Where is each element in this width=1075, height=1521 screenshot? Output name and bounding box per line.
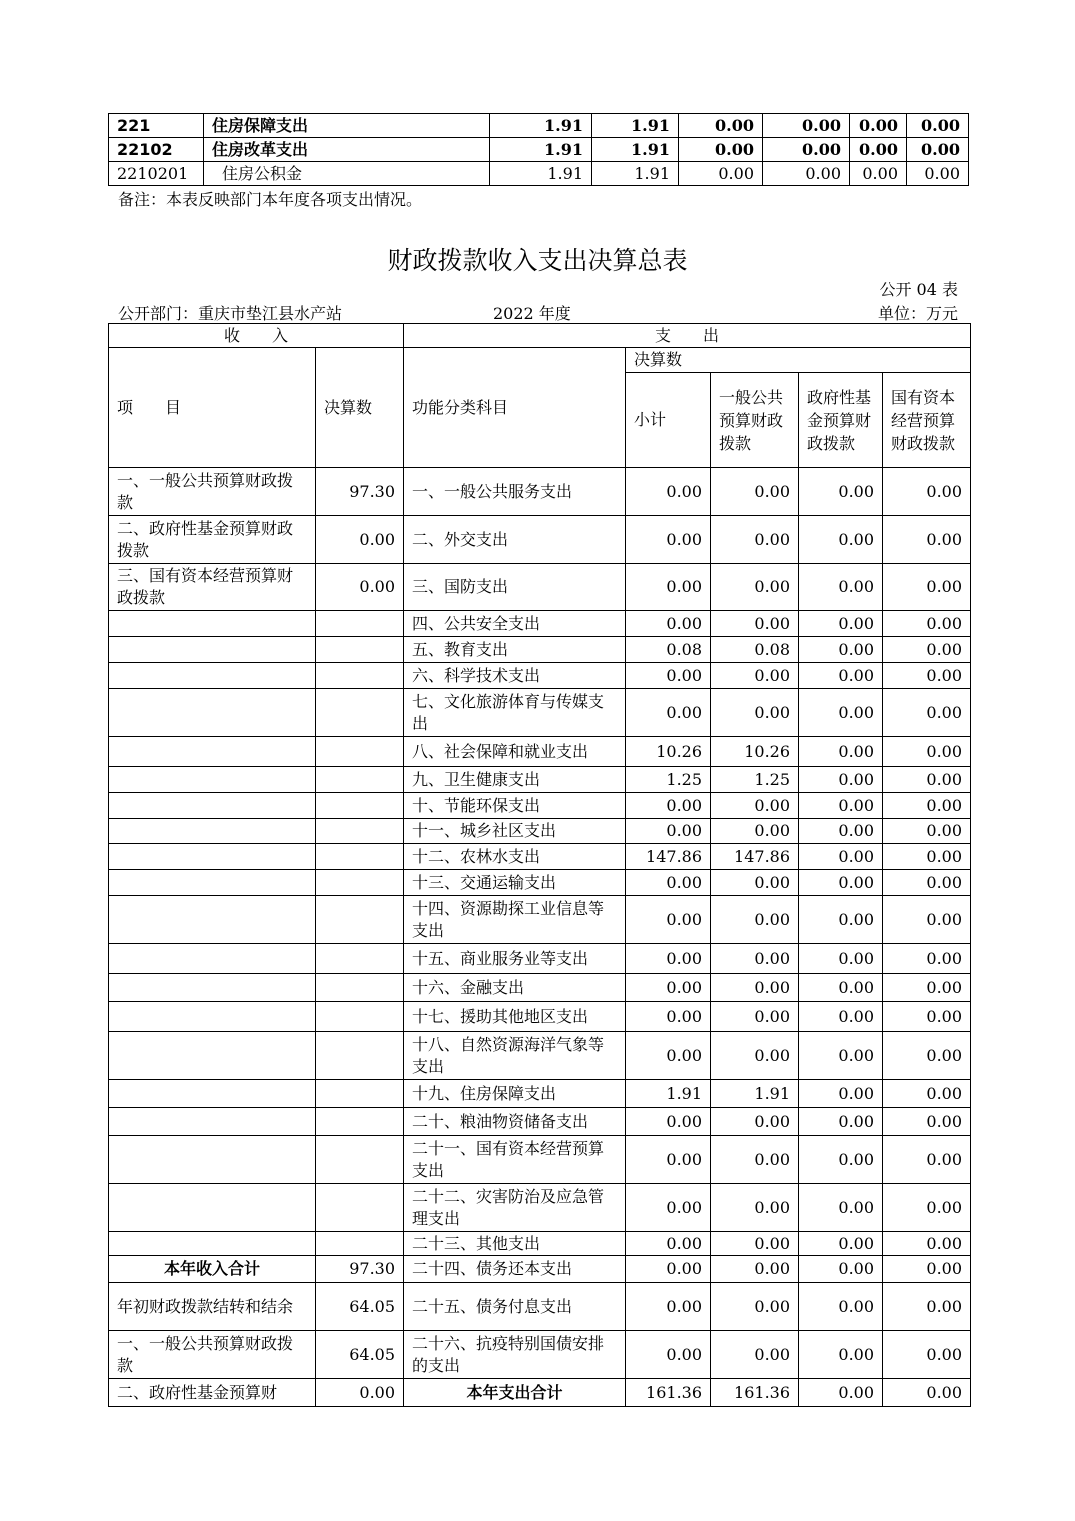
amount-cell: 1.91 xyxy=(592,114,679,138)
expense-amount: 0.00 xyxy=(626,1002,711,1032)
expense-amount: 0.00 xyxy=(883,793,971,819)
expense-amount: 0.00 xyxy=(883,870,971,896)
expense-amount: 0.00 xyxy=(711,793,799,819)
expense-amount: 0.00 xyxy=(626,564,711,611)
table-row xyxy=(109,611,971,637)
income-item xyxy=(109,1136,316,1184)
expense-amount: 0.00 xyxy=(711,1184,799,1232)
table-note: 备注：本表反映部门本年度各项支出情况。 xyxy=(118,190,423,209)
income-amount xyxy=(316,896,404,944)
amount-cell: 0.00 xyxy=(907,114,969,138)
expense-amount: 0.00 xyxy=(799,689,883,737)
expense-amount: 0.00 xyxy=(883,637,971,663)
func-subject-header: 功能分类科目 xyxy=(404,348,626,468)
expense-amount: 0.00 xyxy=(626,1331,711,1379)
expense-amount: 0.00 xyxy=(883,974,971,1002)
expense-amount: 0.00 xyxy=(799,468,883,516)
expense-amount: 0.00 xyxy=(711,870,799,896)
expense-amount: 0.00 xyxy=(626,1108,711,1136)
expense-amount: 0.00 xyxy=(626,974,711,1002)
income-amount xyxy=(316,663,404,689)
income-amount: 0.00 xyxy=(316,564,404,611)
expense-amount: 0.00 xyxy=(626,611,711,637)
expense-amount: 0.00 xyxy=(799,1283,883,1331)
expense-subject: 九、卫生健康支出 xyxy=(404,767,626,793)
table-row xyxy=(109,896,971,944)
expense-subject: 二十六、抗疫特别国债安排的支出 xyxy=(404,1331,626,1379)
expense-amount: 0.00 xyxy=(883,663,971,689)
income-item xyxy=(109,819,316,844)
expense-amount: 0.00 xyxy=(883,468,971,516)
expense-amount: 0.00 xyxy=(883,516,971,564)
expense-amount: 0.00 xyxy=(883,1184,971,1232)
table-row xyxy=(109,1184,971,1232)
expense-subject: 五、教育支出 xyxy=(404,637,626,663)
expense-amount: 0.00 xyxy=(799,1379,883,1407)
expense-amount: 0.00 xyxy=(711,944,799,974)
income-item: 三、国有资本经营预算财政拨款 xyxy=(109,564,316,611)
expense-amount: 0.00 xyxy=(711,468,799,516)
expense-amount: 0.00 xyxy=(711,1136,799,1184)
expense-amount: 0.00 xyxy=(799,1002,883,1032)
expense-amount: 0.00 xyxy=(883,1331,971,1379)
table-row xyxy=(109,844,971,870)
table-row xyxy=(109,1080,971,1108)
expense-subject: 六、科学技术支出 xyxy=(404,663,626,689)
expense-amount: 10.26 xyxy=(626,737,711,767)
expense-amount: 0.00 xyxy=(799,637,883,663)
table-row xyxy=(109,162,969,186)
expense-amount: 1.25 xyxy=(711,767,799,793)
expense-amount: 0.00 xyxy=(711,1232,799,1256)
income-amount: 0.00 xyxy=(316,516,404,564)
income-item xyxy=(109,844,316,870)
general-budget-header: 一般公共预算财政拨款 xyxy=(711,373,799,468)
expense-subject: 十一、城乡社区支出 xyxy=(404,819,626,844)
expense-amount: 0.00 xyxy=(799,1331,883,1379)
amount-cell: 0.00 xyxy=(763,138,850,162)
expense-amount: 0.00 xyxy=(711,516,799,564)
income-item xyxy=(109,1032,316,1080)
expense-amount: 0.00 xyxy=(799,767,883,793)
expense-amount: 0.00 xyxy=(883,1136,971,1184)
item-header: 项 目 xyxy=(109,348,316,468)
table-row xyxy=(109,1136,971,1184)
income-item xyxy=(109,1002,316,1032)
expense-subject: 三、国防支出 xyxy=(404,564,626,611)
expense-amount: 0.00 xyxy=(626,1283,711,1331)
expense-amount: 0.00 xyxy=(883,1080,971,1108)
income-amount xyxy=(316,611,404,637)
expense-amount: 10.26 xyxy=(711,737,799,767)
amount-cell: 1.91 xyxy=(592,138,679,162)
expense-amount: 1.91 xyxy=(711,1080,799,1108)
expense-amount: 1.25 xyxy=(626,767,711,793)
expense-header: 支 出 xyxy=(404,324,971,348)
income-item: 一、一般公共预算财政拨款 xyxy=(109,468,316,516)
expense-subject: 十八、自然资源海洋气象等支出 xyxy=(404,1032,626,1080)
amount-cell: 0.00 xyxy=(850,138,907,162)
expense-amount: 0.00 xyxy=(711,1108,799,1136)
table-row xyxy=(109,1108,971,1136)
expense-subject: 十五、商业服务业等支出 xyxy=(404,944,626,974)
income-amount xyxy=(316,1108,404,1136)
amount-cell: 0.00 xyxy=(850,162,907,186)
income-item: 本年收入合计 xyxy=(109,1256,316,1283)
expense-amount: 0.00 xyxy=(626,468,711,516)
table-row xyxy=(109,819,971,844)
expense-amount: 147.86 xyxy=(711,844,799,870)
expense-amount: 0.08 xyxy=(626,637,711,663)
expense-amount: 0.00 xyxy=(799,1080,883,1108)
expense-amount: 0.00 xyxy=(799,944,883,974)
expense-amount: 0.00 xyxy=(883,611,971,637)
income-amount: 64.05 xyxy=(316,1331,404,1379)
expense-amount: 0.00 xyxy=(883,737,971,767)
final-amount-header: 决算数 xyxy=(626,348,971,373)
table-row xyxy=(109,1283,971,1331)
expense-amount: 0.00 xyxy=(883,1256,971,1283)
amount-cell: 0.00 xyxy=(907,138,969,162)
amount-cell: 1.91 xyxy=(490,114,592,138)
income-amount xyxy=(316,1080,404,1108)
income-amount xyxy=(316,944,404,974)
expense-subject: 二十五、债务付息支出 xyxy=(404,1283,626,1331)
subject-code: 221 xyxy=(109,114,204,138)
expense-amount: 0.00 xyxy=(799,516,883,564)
income-item xyxy=(109,944,316,974)
expense-amount: 0.00 xyxy=(626,663,711,689)
income-amount xyxy=(316,844,404,870)
income-item xyxy=(109,1184,316,1232)
expense-amount: 0.00 xyxy=(799,819,883,844)
income-amount xyxy=(316,1136,404,1184)
expense-subject: 二十四、债务还本支出 xyxy=(404,1256,626,1283)
expense-amount: 147.86 xyxy=(626,844,711,870)
expense-amount: 0.00 xyxy=(711,896,799,944)
expense-amount: 0.00 xyxy=(883,1379,971,1407)
income-item xyxy=(109,896,316,944)
income-item: 二、政府性基金预算财政拨款 xyxy=(109,516,316,564)
table-row xyxy=(109,1232,971,1256)
gov-fund-header: 政府性基金预算财政拨款 xyxy=(799,373,883,468)
income-item xyxy=(109,611,316,637)
expense-amount: 0.00 xyxy=(799,1108,883,1136)
fiscal-summary-table xyxy=(108,323,971,1407)
amount-cell: 0.00 xyxy=(763,114,850,138)
subject-name: 住房保障支出 xyxy=(204,114,490,138)
state-capital-header: 国有资本经营预算财政拨款 xyxy=(883,373,971,468)
table-row xyxy=(109,1256,971,1283)
expense-amount: 0.00 xyxy=(883,819,971,844)
table-row xyxy=(109,974,971,1002)
expense-amount: 0.00 xyxy=(711,1283,799,1331)
expense-subject: 四、公共安全支出 xyxy=(404,611,626,637)
amount-cell: 0.00 xyxy=(907,162,969,186)
expense-subject: 十、节能环保支出 xyxy=(404,793,626,819)
income-amount xyxy=(316,1232,404,1256)
table-row xyxy=(109,1032,971,1080)
expense-amount: 0.00 xyxy=(626,516,711,564)
subject-code: 22102 xyxy=(109,138,204,162)
expense-amount: 0.00 xyxy=(626,1136,711,1184)
expense-subject: 十三、交通运输支出 xyxy=(404,870,626,896)
expense-amount: 0.00 xyxy=(883,689,971,737)
expense-amount: 0.00 xyxy=(799,1232,883,1256)
expense-subject: 十二、农林水支出 xyxy=(404,844,626,870)
form-number: 公开 04 表 xyxy=(879,280,958,299)
expense-subject: 二十二、灾害防治及应急管理支出 xyxy=(404,1184,626,1232)
income-item xyxy=(109,637,316,663)
income-header: 收 入 xyxy=(109,324,404,348)
expense-amount: 0.00 xyxy=(883,767,971,793)
income-item xyxy=(109,870,316,896)
amount-cell: 0.00 xyxy=(850,114,907,138)
amount-cell: 0.00 xyxy=(679,138,763,162)
expense-amount: 0.00 xyxy=(711,689,799,737)
expense-amount: 0.00 xyxy=(626,1184,711,1232)
income-amount xyxy=(316,819,404,844)
income-amount: 97.30 xyxy=(316,1256,404,1283)
table-row xyxy=(109,1002,971,1032)
income-amount xyxy=(316,689,404,737)
expense-amount: 0.00 xyxy=(711,1002,799,1032)
income-item xyxy=(109,1232,316,1256)
income-amount xyxy=(316,1184,404,1232)
expense-amount: 0.00 xyxy=(883,896,971,944)
table-row xyxy=(109,689,971,737)
income-item xyxy=(109,663,316,689)
expense-amount: 0.00 xyxy=(799,1184,883,1232)
expense-amount: 0.00 xyxy=(883,1283,971,1331)
expense-amount: 0.00 xyxy=(799,896,883,944)
table-row xyxy=(109,468,971,516)
amount-cell: 0.00 xyxy=(763,162,850,186)
expense-subject: 十七、援助其他地区支出 xyxy=(404,1002,626,1032)
expense-amount: 1.91 xyxy=(626,1080,711,1108)
fiscal-year: 2022 年度 xyxy=(493,304,571,323)
unit-label: 单位：万元 xyxy=(877,304,958,323)
income-amount xyxy=(316,637,404,663)
table-row xyxy=(109,663,971,689)
income-item xyxy=(109,793,316,819)
income-amount xyxy=(316,767,404,793)
expense-amount: 0.00 xyxy=(883,564,971,611)
table-row xyxy=(109,1331,971,1379)
expense-amount: 0.00 xyxy=(799,1136,883,1184)
table-row xyxy=(109,114,969,138)
expense-amount: 161.36 xyxy=(711,1379,799,1407)
income-item xyxy=(109,767,316,793)
table-row xyxy=(109,637,971,663)
expense-amount: 0.08 xyxy=(711,637,799,663)
income-amount: 97.30 xyxy=(316,468,404,516)
income-amount: 64.05 xyxy=(316,1283,404,1331)
income-item xyxy=(109,1108,316,1136)
expense-amount: 0.00 xyxy=(883,1108,971,1136)
expense-amount: 0.00 xyxy=(711,1032,799,1080)
expense-subject: 本年支出合计 xyxy=(404,1379,626,1407)
expense-amount: 0.00 xyxy=(711,564,799,611)
income-amount xyxy=(316,974,404,1002)
expense-amount: 0.00 xyxy=(711,1331,799,1379)
expense-subject: 七、文化旅游体育与传媒支出 xyxy=(404,689,626,737)
expense-subject: 八、社会保障和就业支出 xyxy=(404,737,626,767)
subject-code: 2210201 xyxy=(109,162,204,186)
expense-amount: 0.00 xyxy=(626,1232,711,1256)
income-item xyxy=(109,737,316,767)
income-item: 一、一般公共预算财政拨款 xyxy=(109,1331,316,1379)
expense-subject: 十六、金融支出 xyxy=(404,974,626,1002)
table-row xyxy=(109,516,971,564)
amount-cell: 0.00 xyxy=(679,114,763,138)
expense-amount: 0.00 xyxy=(799,1256,883,1283)
expense-amount: 0.00 xyxy=(883,1232,971,1256)
amount-cell: 0.00 xyxy=(679,162,763,186)
expense-subject: 十九、住房保障支出 xyxy=(404,1080,626,1108)
income-amount xyxy=(316,793,404,819)
expense-amount: 0.00 xyxy=(799,1032,883,1080)
expense-subject: 十四、资源勘探工业信息等支出 xyxy=(404,896,626,944)
expense-amount: 0.00 xyxy=(799,663,883,689)
expense-amount: 0.00 xyxy=(799,564,883,611)
expense-subject: 二、外交支出 xyxy=(404,516,626,564)
amount-cell: 1.91 xyxy=(490,138,592,162)
amount-header: 决算数 xyxy=(316,348,404,468)
income-amount xyxy=(316,1002,404,1032)
income-amount: 0.00 xyxy=(316,1379,404,1407)
expense-amount: 0.00 xyxy=(883,1032,971,1080)
income-item xyxy=(109,974,316,1002)
expense-amount: 0.00 xyxy=(883,844,971,870)
income-amount xyxy=(316,1032,404,1080)
expense-subject: 二十一、国有资本经营预算支出 xyxy=(404,1136,626,1184)
table-row xyxy=(109,1379,971,1407)
expense-amount: 0.00 xyxy=(626,896,711,944)
subtotal-header: 小计 xyxy=(626,373,711,468)
page-title: 财政拨款收入支出决算总表 xyxy=(387,246,688,275)
subject-name: 住房公积金 xyxy=(204,162,490,186)
expense-amount: 0.00 xyxy=(626,819,711,844)
expense-subject: 二十、粮油物资储备支出 xyxy=(404,1108,626,1136)
table-row xyxy=(109,944,971,974)
expense-amount: 161.36 xyxy=(626,1379,711,1407)
expense-amount: 0.00 xyxy=(883,1002,971,1032)
expense-amount: 0.00 xyxy=(799,870,883,896)
expense-amount: 0.00 xyxy=(799,844,883,870)
table-row xyxy=(109,767,971,793)
expense-amount: 0.00 xyxy=(883,944,971,974)
expense-amount: 0.00 xyxy=(626,1032,711,1080)
expense-amount: 0.00 xyxy=(626,870,711,896)
expense-amount: 0.00 xyxy=(799,611,883,637)
expense-amount: 0.00 xyxy=(626,944,711,974)
income-item xyxy=(109,1080,316,1108)
income-amount xyxy=(316,737,404,767)
expense-amount: 0.00 xyxy=(711,974,799,1002)
table-row xyxy=(109,793,971,819)
expense-amount: 0.00 xyxy=(626,1256,711,1283)
income-amount xyxy=(316,870,404,896)
expense-subject: 一、一般公共服务支出 xyxy=(404,468,626,516)
expense-amount: 0.00 xyxy=(799,974,883,1002)
table-row xyxy=(109,138,969,162)
expense-amount: 0.00 xyxy=(711,1256,799,1283)
table-row xyxy=(109,870,971,896)
expense-detail-table xyxy=(108,113,969,186)
expense-amount: 0.00 xyxy=(711,663,799,689)
subject-name: 住房改革支出 xyxy=(204,138,490,162)
expense-amount: 0.00 xyxy=(626,689,711,737)
expense-amount: 0.00 xyxy=(799,737,883,767)
income-item xyxy=(109,689,316,737)
table-row xyxy=(109,737,971,767)
amount-cell: 1.91 xyxy=(490,162,592,186)
income-item: 二、政府性基金预算财 xyxy=(109,1379,316,1407)
expense-amount: 0.00 xyxy=(799,793,883,819)
table-row xyxy=(109,564,971,611)
expense-subject: 二十三、其他支出 xyxy=(404,1232,626,1256)
expense-amount: 0.00 xyxy=(626,793,711,819)
income-item: 年初财政拨款结转和结余 xyxy=(109,1283,316,1331)
department-label: 公开部门：重庆市垫江县水产站 xyxy=(118,304,343,323)
expense-amount: 0.00 xyxy=(711,611,799,637)
expense-amount: 0.00 xyxy=(711,819,799,844)
amount-cell: 1.91 xyxy=(592,162,679,186)
